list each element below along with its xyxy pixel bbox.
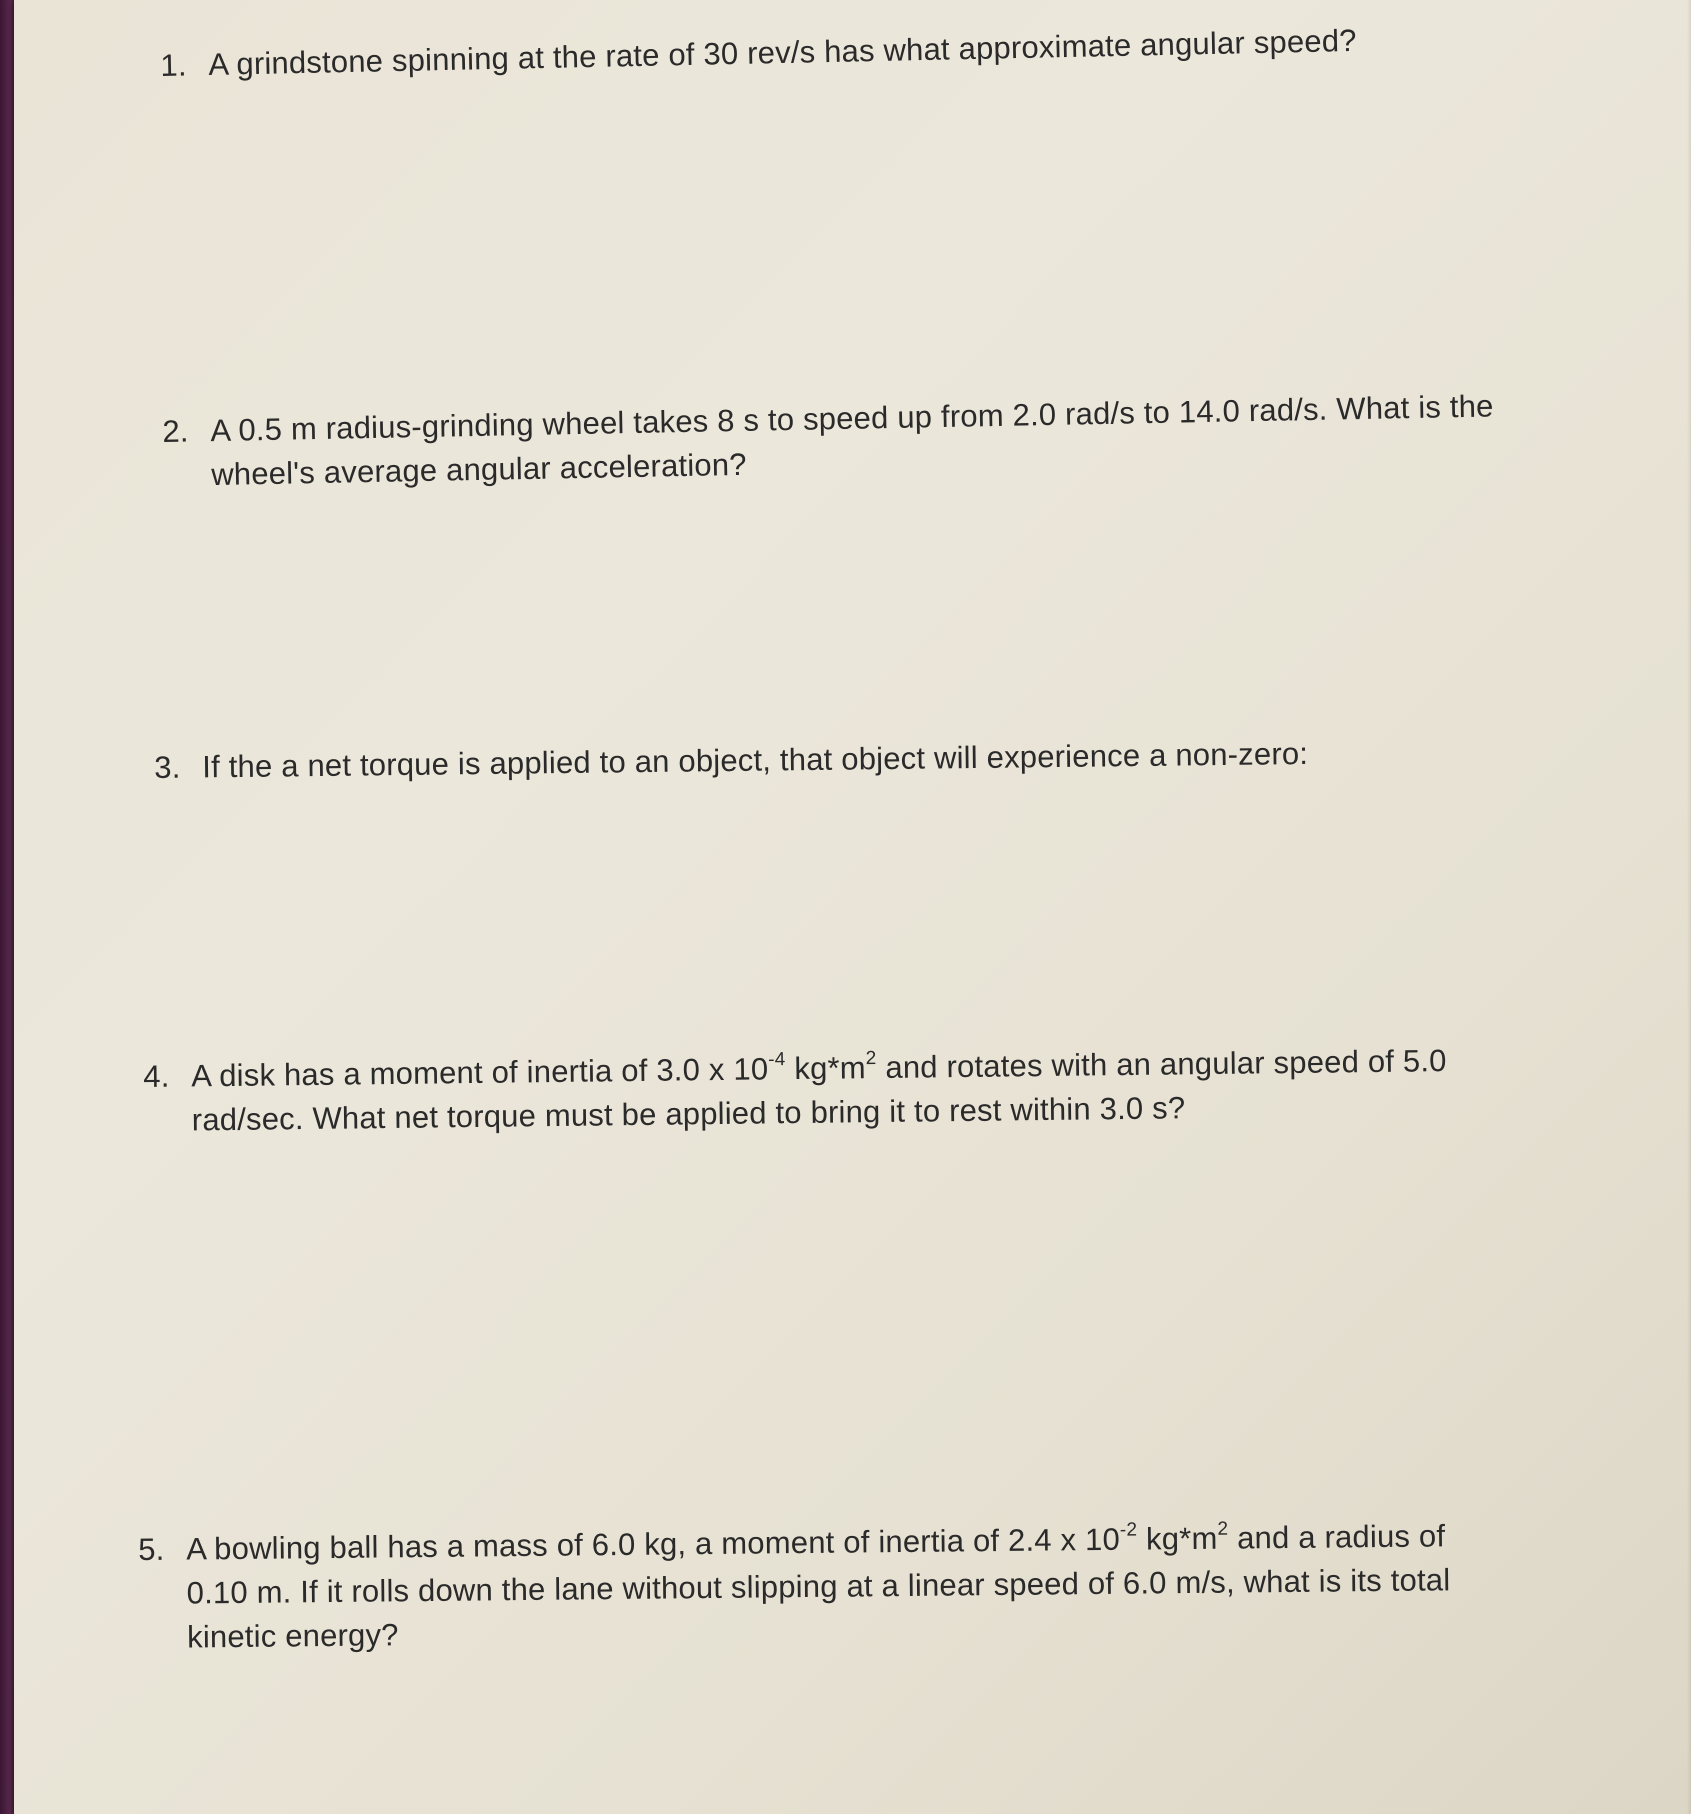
exponent: -2: [1119, 1519, 1138, 1541]
question-text-continued: kinetic energy?: [186, 1617, 399, 1655]
question-number: 1.: [160, 47, 188, 83]
question-5: [138, 1514, 1451, 1660]
question-text: A grindstone spinning at the rate of 30 rev/s has what approximate angular speed?: [208, 22, 1357, 82]
exponent: 2: [1217, 1518, 1229, 1540]
exponent: -4: [768, 1048, 786, 1071]
question-text: A 0.5 m radius-grinding wheel takes 8 s to speed up from 2.0 rad/s to 14.0 rad/s. What is the: [210, 388, 1494, 449]
question-4: [143, 1039, 1447, 1143]
question-text-continued: 0.10 m. If it rolls down the lane without slipping at a linear speed of 6.0 m/s, what is its total: [186, 1562, 1451, 1611]
question-text: kg*m: [1137, 1520, 1218, 1557]
question-text: and a radius of: [1228, 1518, 1446, 1556]
question-text: If the a net torque is applied to an object, that object will experience a non-zero:: [202, 735, 1309, 785]
question-text-continued: wheel's average angular acceleration?: [210, 446, 747, 493]
question-text: kg*m: [785, 1050, 867, 1087]
question-number: 3.: [154, 749, 181, 785]
question-text: A bowling ball has a mass of 6.0 kg, a moment of inertia of 2.4 x 10: [186, 1521, 1121, 1567]
question-number: 4.: [143, 1058, 170, 1094]
question-text-continued: rad/sec. What net torque must be applied to bring it to rest within 3.0 s?: [191, 1090, 1186, 1138]
question-text: A disk has a moment of inertia of 3.0 x 10: [191, 1051, 769, 1094]
exponent: 2: [865, 1047, 877, 1069]
question-text: and rotates with an angular speed of 5.0: [876, 1043, 1447, 1086]
question-number: 2.: [162, 413, 190, 449]
paper-edge: [1687, 0, 1691, 1814]
question-number: 5.: [138, 1531, 165, 1567]
